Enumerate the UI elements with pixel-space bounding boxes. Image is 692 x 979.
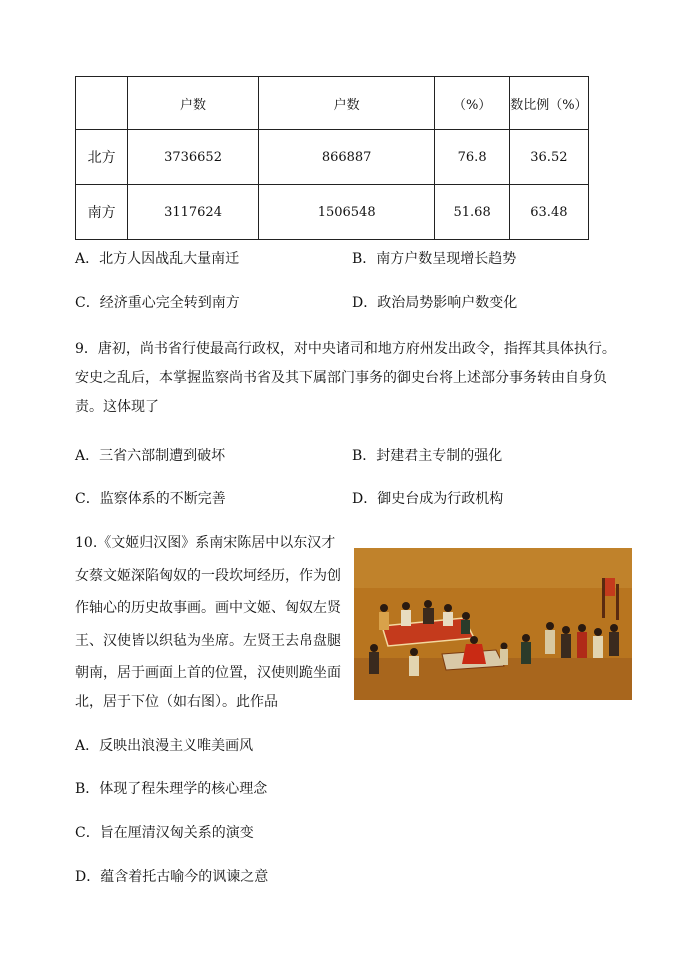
table-header-cell: 户数 [128,77,259,130]
table-cell: 3117624 [128,185,259,240]
q9-stem-line-3: 责。这体现了 [75,399,159,415]
table-header-cell [76,77,128,130]
table-header-cell: 户数 [258,77,435,130]
table-cell: 866887 [258,130,435,185]
painting-illustration [354,548,632,700]
q8-option-c: C．经济重心完全转到南方 [75,295,240,311]
table-cell-region: 南方 [76,185,128,240]
q10-stem-line-4: 王、汉使皆以织毡为坐席。左贤王去帛盘腿 [75,633,341,649]
q9-stem-line-2: 安史之乱后，本掌握监察尚书省及其下属部门事务的御史台将上述部分事务转由自身负 [75,370,607,386]
table-cell: 63.48 [509,185,588,240]
q10-stem-line-6: 北，居于下位（如右图）。此作品 [75,694,278,710]
q10-stem-line-1: 10.《文姬归汉图》系南宋陈居中以东汉才 [75,535,336,551]
table-cell: 76.8 [435,130,509,185]
table-header-row [76,77,589,130]
q9-option-c: C．监察体系的不断完善 [75,491,226,507]
q9-option-d: D．御史台成为行政机构 [352,491,504,507]
wenji-painting-image [354,548,632,700]
table-cell: 36.52 [509,130,588,185]
q10-stem-line-2: 女蔡文姬深陷匈奴的一段坎坷经历，作为创 [75,568,341,584]
table-row [76,130,589,185]
table-cell: 3736652 [128,130,259,185]
q10-option-a: A．反映出浪漫主义唯美画风 [75,738,254,754]
table-cell: 1506548 [258,185,435,240]
q10-stem-line-3: 作轴心的历史故事画。画中文姬、匈奴左贤 [75,600,341,616]
q10-stem-line-5: 朝南，居于画面上首的位置，汉使则跪坐面 [75,665,341,681]
table-cell: 51.68 [435,185,509,240]
q9-option-b: B．封建君主专制的强化 [352,448,503,464]
q10-option-c: C．旨在厘清汉匈关系的演变 [75,825,254,841]
table-header-cell: 数比例（%） [509,77,588,130]
q8-option-d: D．政治局势影响户数变化 [352,295,518,311]
table-header-cell: （%） [435,77,509,130]
q9-stem-line-1: 9．唐初，尚书省行使最高行政权，对中央诸司和地方府州发出政令，指挥其具体执行。 [75,341,616,357]
household-table [75,76,589,240]
q8-option-b: B．南方户数呈现增长趋势 [352,251,517,267]
table-cell-region: 北方 [76,130,128,185]
table-row [76,185,589,240]
q8-option-a: A．北方人因战乱大量南迁 [75,251,240,267]
q9-option-a: A．三省六部制遭到破坏 [75,448,226,464]
q10-option-d: D．蕴含着托古喻今的讽谏之意 [75,869,269,885]
q10-option-b: B．体现了程朱理学的核心理念 [75,781,268,797]
